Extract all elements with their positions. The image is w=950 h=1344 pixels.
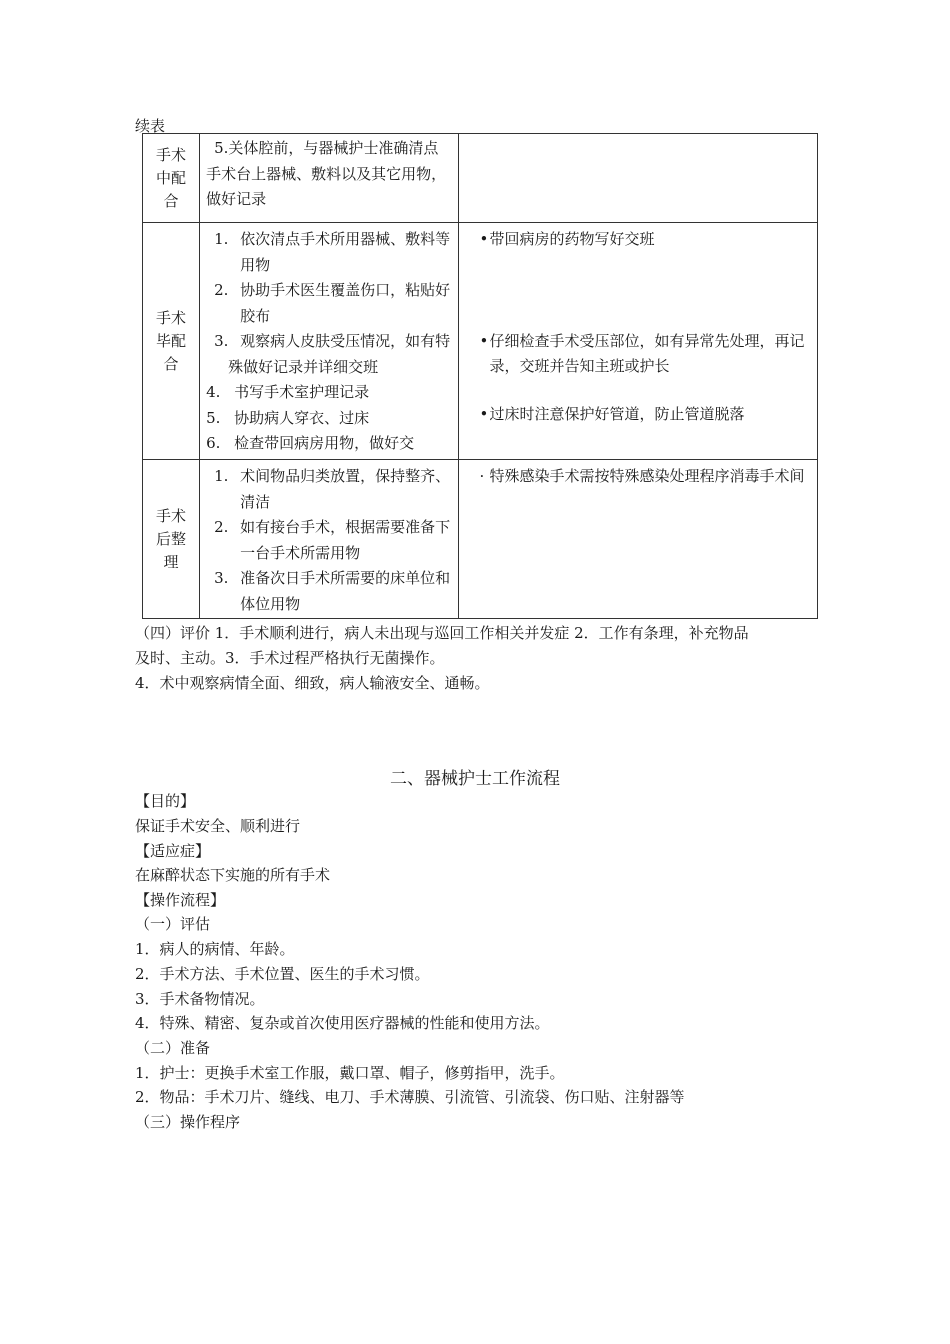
note-text: 特殊感染手术需按特殊感染处理程序消毒手术间	[489, 467, 805, 485]
section-title: 二、器械护士工作流程	[390, 769, 560, 789]
list-item	[206, 278, 452, 329]
step-text: 术间物品归类放置，保持整齐、清洁	[240, 467, 451, 511]
evaluation-line: 4．术中观察病情全面、细致，病人输液安全、通畅。	[135, 674, 490, 692]
note-item	[479, 329, 807, 380]
step-number: 3.	[214, 569, 229, 587]
bullet-icon: ·	[479, 467, 485, 485]
evaluation-line: （四）评价 1．手术顺利进行，病人未出现与巡回工作相关并发症 2．工作有条理，补充物品	[135, 624, 749, 642]
step-text: 协助病人穿衣、过床	[234, 408, 370, 427]
phase-label: 手术	[156, 308, 187, 327]
note-item	[479, 227, 817, 253]
bullet-icon: •	[479, 230, 489, 248]
notes-cell	[459, 460, 818, 619]
step-number: 3.	[214, 332, 229, 350]
list-item	[206, 380, 452, 406]
table-caption: 续表	[135, 117, 166, 135]
phase-label: 合	[163, 191, 179, 210]
purpose-text: 保证手术安全、顺利进行	[135, 817, 301, 835]
indication-text: 在麻醉状态下实施的所有手术	[135, 866, 331, 884]
list-item: 3．手术备物情况。	[135, 990, 265, 1008]
note-item	[479, 402, 817, 428]
step-number: 1.	[214, 230, 229, 248]
step-number: 6.	[206, 434, 221, 452]
list-item: 1．护士：更换手术室工作服，戴口罩、帽子，修剪指甲，洗手。	[135, 1064, 565, 1082]
table-row	[143, 460, 818, 619]
note-text: 过床时注意保护好管道，防止管道脱落	[489, 404, 745, 423]
list-item	[206, 431, 452, 457]
list-item: 2．物品：手术刀片、缝线、电刀、手术薄膜、引流管、引流袋、伤口贴、注射器等	[135, 1088, 685, 1106]
table-row	[143, 223, 818, 460]
note-item	[479, 464, 807, 490]
bullet-icon: •	[479, 404, 489, 423]
bullet-icon: •	[479, 331, 489, 350]
procedure-label: 【操作流程】	[135, 891, 226, 909]
step-number: 2.	[214, 518, 229, 536]
note-text: 仔细检查手术受压部位，如有异常先处理，再记录，交班并告知主班或护长	[489, 331, 805, 375]
steps-cell	[200, 134, 459, 223]
phase-label: 手术	[156, 506, 187, 525]
table-row	[143, 134, 818, 223]
phase-label: 合	[163, 354, 179, 373]
notes-cell	[459, 223, 818, 460]
list-item: 1．病人的病情、年龄。	[135, 940, 295, 958]
prep-label: （二）准备	[135, 1039, 211, 1057]
purpose-label: 【目的】	[135, 792, 196, 810]
list-item	[206, 566, 452, 617]
phase-cell	[143, 134, 200, 223]
list-item	[206, 515, 452, 566]
list-item: 4．特殊、精密、复杂或首次使用医疗器械的性能和使用方法。	[135, 1014, 550, 1032]
phase-label: 后整	[156, 529, 187, 548]
step-number: 4.	[206, 383, 221, 401]
step-text: 如有接台手术，根据需要准备下一台手术所需用物	[240, 518, 451, 562]
list-item	[206, 464, 452, 515]
step-text: 书写手术室护理记录	[234, 383, 370, 401]
step-number: 2.	[214, 281, 229, 299]
phase-cell	[143, 223, 200, 460]
step-text: 检查带回病房用物，做好交	[234, 434, 415, 452]
evaluation-line: 及时、主动。3．手术过程严格执行无菌操作。	[135, 649, 445, 667]
note-text: 带回病房的药物写好交班	[489, 230, 655, 248]
step-text: 依次清点手术所用器械、敷料等用物	[240, 230, 451, 274]
phase-label: 手术	[156, 145, 187, 164]
notes-cell	[459, 134, 818, 223]
list-item: 2．手术方法、手术位置、医生的手术习惯。	[135, 965, 430, 983]
phase-label: 理	[163, 552, 179, 571]
list-item	[206, 406, 452, 432]
step-text: 准备次日手术所需要的床单位和体位用物	[240, 569, 451, 613]
step-text: 观察病人皮肤受压情况，如有特殊做好记录并详细交班	[228, 332, 451, 376]
step-text: 5.关体腔前，与器械护士准确清点手术台上器械、敷料以及其它用物，做好记录	[206, 139, 447, 208]
phase-label: 毕配	[156, 331, 187, 350]
steps-cell	[200, 460, 459, 619]
list-item	[206, 227, 452, 278]
list-item	[206, 329, 452, 380]
assess-label: （一）评估	[135, 915, 211, 933]
step-number: 5.	[206, 408, 221, 427]
step-number: 1.	[214, 467, 229, 485]
step-text: 协助手术医生覆盖伤口，粘贴好胶布	[240, 281, 451, 325]
indication-label: 【适应症】	[135, 842, 211, 860]
proc-label: （三）操作程序	[135, 1113, 241, 1131]
phase-label: 中配	[156, 168, 187, 187]
nursing-procedure-table	[142, 133, 818, 619]
steps-cell	[200, 223, 459, 460]
phase-cell	[143, 460, 200, 619]
